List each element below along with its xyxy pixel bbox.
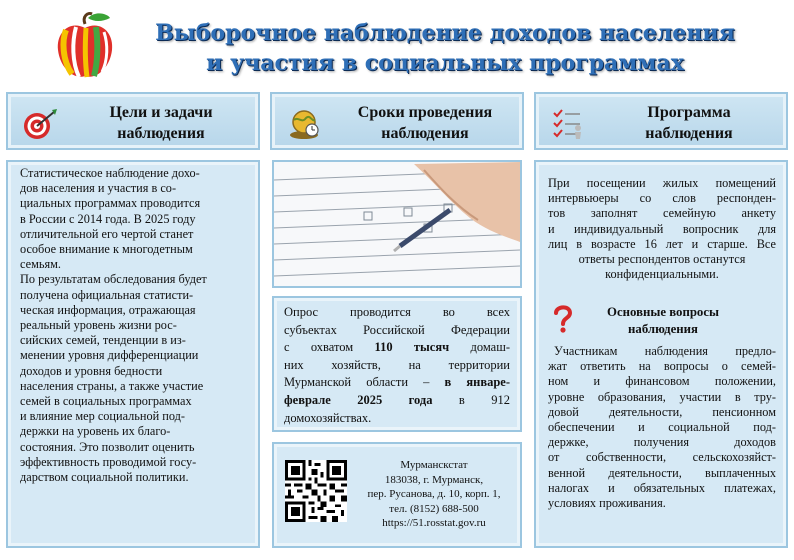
goals-header xyxy=(6,92,260,150)
apple-logo-icon xyxy=(52,10,118,82)
goals-text-line: состояния. Это позволит оценить xyxy=(20,439,195,454)
terms-header xyxy=(270,92,524,150)
questions-title-line-1: Основные вопросы xyxy=(606,305,720,319)
questions-text xyxy=(548,344,776,511)
goals-text-line: и влияние мер социальной под- xyxy=(20,409,186,424)
questions-text-line: венной деятельности, выплаченных xyxy=(548,465,776,480)
goals-text-line: семьям. xyxy=(20,257,61,272)
questions-text-line: держке, получения доходов xyxy=(548,435,776,450)
questions-text-line: ном и финансовом положении, xyxy=(548,374,776,389)
terms-text-line: Опрос проводится во всех xyxy=(284,305,510,319)
program-text-line: лиц в возрасте 16 лет и старше. Все xyxy=(548,236,776,251)
goals-text-line: в России с 2014 года. В 2025 году xyxy=(20,211,196,226)
goals-text-line: сийских семей, тенденции в из- xyxy=(20,333,186,348)
checklist-icon xyxy=(550,108,586,140)
program-text-line: При посещении жилых помещений xyxy=(548,176,776,190)
questions-text-line: уровне образования, участии в тру- xyxy=(548,389,776,404)
terms-text-fragment: с охватом xyxy=(284,340,375,355)
terms-text-line xyxy=(284,392,510,410)
goals-text-line: ческая информация, отражающая xyxy=(20,302,196,317)
terms-text-fragment: домаш- xyxy=(449,340,510,355)
questions-text-line: от собственности, сельскохозяйст- xyxy=(548,450,776,465)
qr-code-icon[interactable] xyxy=(285,460,347,522)
website-link[interactable]: https://51.rosstat.gov.ru xyxy=(382,517,486,530)
survey-form-photo xyxy=(272,160,522,288)
terms-text-line: субъектах Российской Федерации xyxy=(284,322,510,337)
title-line-2: и участия в социальных программах xyxy=(206,50,684,76)
goals-header-line-2: наблюдения xyxy=(117,125,205,142)
goals-text-line: отличительной его чертой станет xyxy=(20,226,194,241)
period-highlight: в январе- xyxy=(444,375,510,390)
goals-text-line: особое внимание к многодетным xyxy=(20,242,193,257)
target-dart-icon xyxy=(22,108,58,140)
terms-header-line-1: Сроки проведения xyxy=(357,104,493,121)
terms-text-line: них хозяйств, на территории xyxy=(284,357,510,372)
questions-text-line: обеспечении и социальной под- xyxy=(548,420,776,435)
terms-text xyxy=(284,304,510,427)
coverage-highlight: 110 тысяч xyxy=(374,340,450,355)
goals-text-line: получена официальная статисти- xyxy=(20,287,194,302)
terms-header-line-2: наблюдения xyxy=(381,125,469,142)
program-header-line-1: Программа xyxy=(647,104,731,121)
question-mark-icon xyxy=(552,304,574,334)
goals-text-line: дарством социальной политики. xyxy=(20,470,189,485)
program-header-line-2: наблюдения xyxy=(645,125,733,142)
org-name: Мурманскстат xyxy=(400,459,468,471)
globe-clock-icon xyxy=(286,108,322,140)
program-text-line: конфиденциальными. xyxy=(605,267,719,282)
questions-text-line: жат ответить на вопросы о семей- xyxy=(548,359,776,374)
goals-text-line: По результатам обследования будет xyxy=(20,272,207,287)
goals-text-line: доходов и уровня бедности xyxy=(20,363,163,378)
goals-text xyxy=(20,166,248,485)
postal-address: 183038, г. Мурманск, xyxy=(384,473,484,486)
terms-text-line xyxy=(284,339,510,357)
terms-text-line: домохозяйствах. xyxy=(284,410,372,425)
questions-text-line: условиях проживания. xyxy=(548,496,666,511)
terms-text-fragment: Мурманской области – xyxy=(284,375,445,390)
questions-title-line-2: наблюдения xyxy=(628,322,698,336)
program-header xyxy=(534,92,788,150)
program-text-line: ответы респондентов останутся xyxy=(578,252,746,267)
goals-text-line: держки на уровень их благо- xyxy=(20,424,171,439)
questions-text-line: Участникам наблюдения предло- xyxy=(554,344,776,358)
questions-text-line: довой деятельности, пенсионном xyxy=(548,404,776,419)
period-highlight: феврале 2025 года xyxy=(284,392,433,407)
phone-number: тел. (8152) 688-500 xyxy=(389,502,479,515)
goals-text-line: населения страны, а также участие xyxy=(20,378,204,393)
program-text-line: тов заполнят семейную анкету xyxy=(548,206,776,221)
questions-title xyxy=(578,304,748,338)
goals-header-line-1: Цели и задачи xyxy=(109,104,213,121)
page-title xyxy=(150,18,740,78)
program-text-line: и индивидуальный вопросник для xyxy=(548,221,776,236)
goals-text-line: семей в социальных программах xyxy=(20,394,192,409)
terms-text-line xyxy=(284,374,510,392)
program-text-line: интервьюеры со слов респонден- xyxy=(548,191,776,206)
goals-text-line: Статистическое наблюдение дохо- xyxy=(20,166,200,180)
program-text xyxy=(548,176,776,282)
street-address: пер. Русанова, д. 10, корп. 1, xyxy=(367,488,501,501)
goals-text-line: циальных программах проводится xyxy=(20,196,201,211)
contacts-text xyxy=(352,458,516,531)
goals-text-line: реальный уровень жизни рос- xyxy=(20,318,177,333)
title-line-1: Выборочное наблюдение доходов населения xyxy=(155,20,735,46)
goals-text-line: эффективность проводимой госу- xyxy=(20,454,197,469)
questions-text-line: налогах и обязательных платежах, xyxy=(548,480,776,495)
goals-text-line: менении уровня дифференциации xyxy=(20,348,199,363)
goals-text-line: дов населения и участия в со- xyxy=(20,181,177,196)
terms-text-fragment: в 912 xyxy=(432,392,510,407)
